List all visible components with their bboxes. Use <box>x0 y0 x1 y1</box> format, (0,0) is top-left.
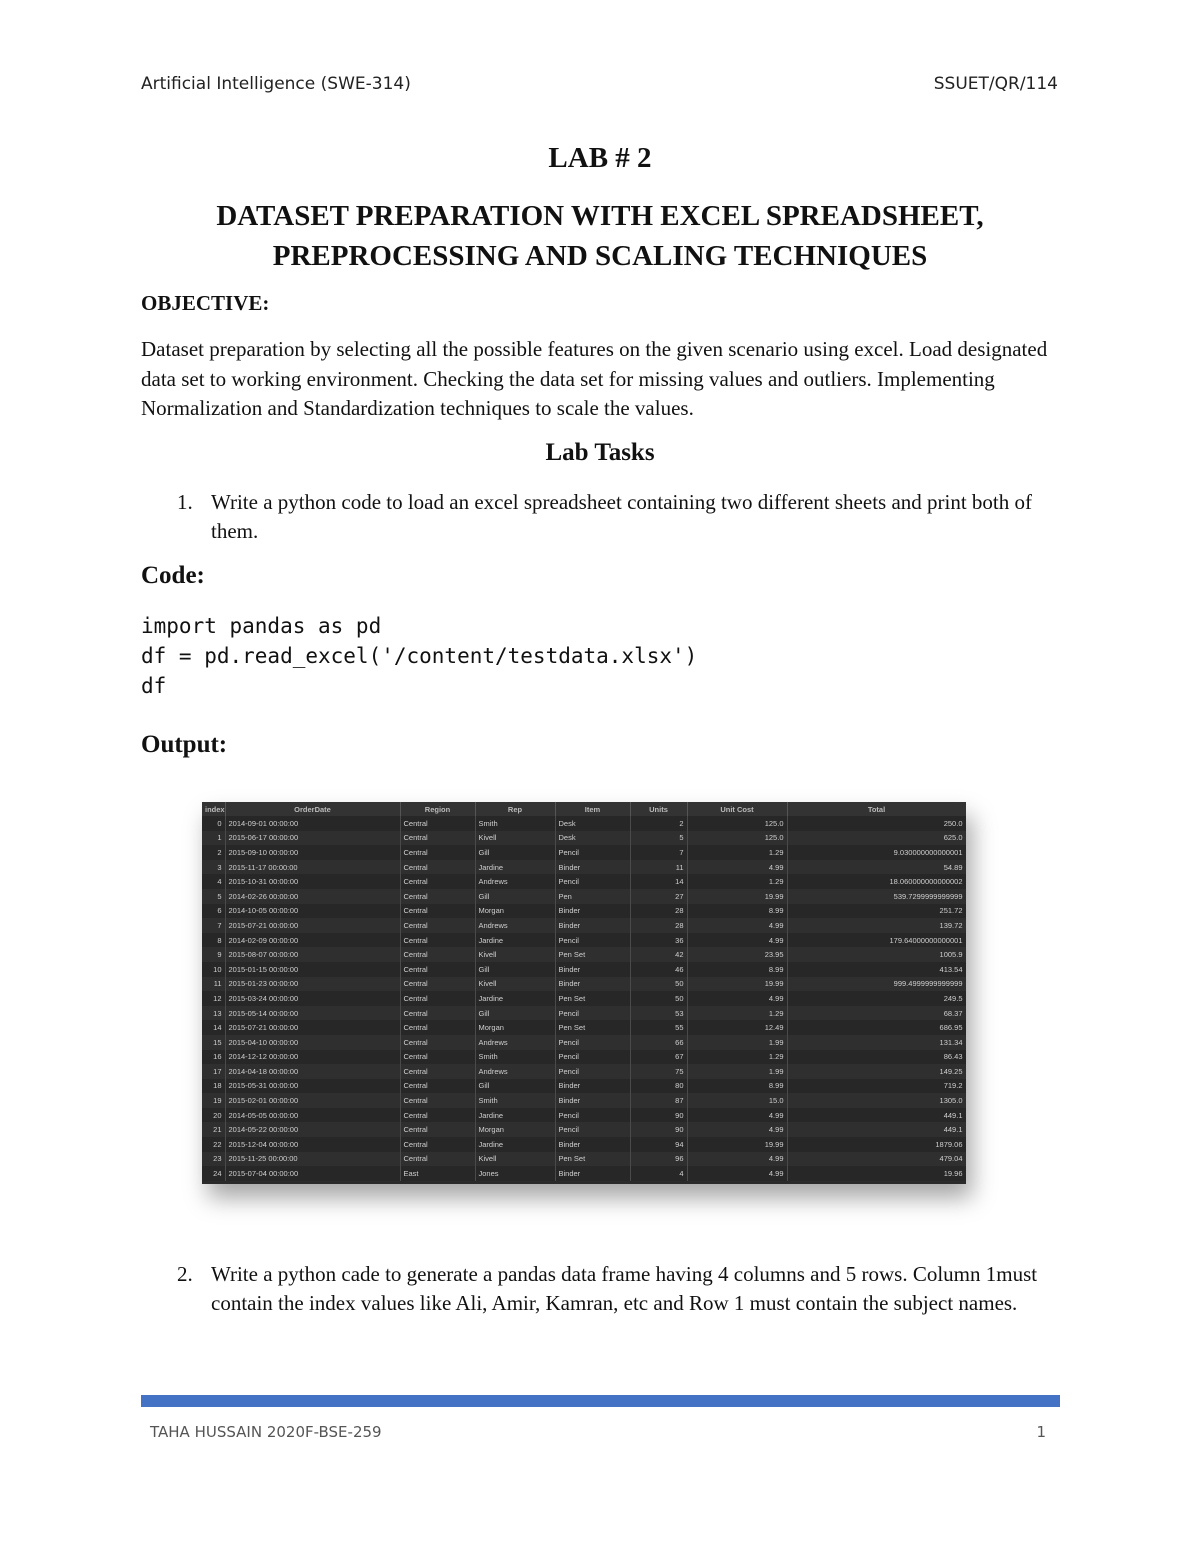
table-cell: 7 <box>202 918 225 933</box>
table-cell: 16 <box>202 1050 225 1065</box>
table-cell: Gill <box>475 1079 555 1094</box>
table-cell: 131.34 <box>787 1035 966 1050</box>
table-cell: 8.99 <box>687 1079 787 1094</box>
table-cell: 1.99 <box>687 1064 787 1079</box>
table-cell: 9 <box>202 947 225 962</box>
table-cell: 24 <box>202 1166 225 1181</box>
table-cell: Desk <box>555 816 630 831</box>
table-row <box>202 1006 966 1021</box>
task-1 <box>141 488 1041 546</box>
table-cell: 2015-06-17 00:00:00 <box>225 831 400 846</box>
output-heading: Output: <box>141 731 228 758</box>
table-cell: Kivell <box>475 977 555 992</box>
table-cell: Gill <box>475 1006 555 1021</box>
table-cell: 9.030000000000001 <box>787 845 966 860</box>
table-cell: 719.2 <box>787 1079 966 1094</box>
table-cell: 2015-04-10 00:00:00 <box>225 1035 400 1050</box>
table-row <box>202 831 966 846</box>
footer-divider-bar <box>141 1395 1060 1407</box>
table-cell: 94 <box>630 1137 687 1152</box>
table-row <box>202 977 966 992</box>
table-cell: 449.1 <box>787 1122 966 1137</box>
table-cell: 2015-07-21 00:00:00 <box>225 918 400 933</box>
header-doc-code: SSUET/QR/114 <box>933 74 1058 94</box>
dataframe-body <box>202 816 966 1181</box>
table-cell: 4.99 <box>687 991 787 1006</box>
table-cell: 19.99 <box>687 977 787 992</box>
table-cell: 2015-03-24 00:00:00 <box>225 991 400 1006</box>
column-header: index <box>202 802 225 816</box>
table-row <box>202 1093 966 1108</box>
table-cell: 14 <box>630 874 687 889</box>
table-cell: 14 <box>202 1020 225 1035</box>
table-cell: 3 <box>202 860 225 875</box>
column-header: Unit Cost <box>687 802 787 816</box>
table-cell: Central <box>400 1050 475 1065</box>
table-cell: 28 <box>630 918 687 933</box>
table-cell: 250.0 <box>787 816 966 831</box>
table-row <box>202 1166 966 1181</box>
table-cell: Pencil <box>555 933 630 948</box>
table-cell: 2015-11-25 00:00:00 <box>225 1152 400 1167</box>
table-row <box>202 904 966 919</box>
task-1-number: 1. <box>177 490 193 514</box>
table-cell: Andrews <box>475 874 555 889</box>
table-cell: 4.99 <box>687 860 787 875</box>
table-cell: Binder <box>555 977 630 992</box>
page-number: 1 <box>1036 1423 1046 1441</box>
table-cell: 15 <box>202 1035 225 1050</box>
table-cell: Pen Set <box>555 1152 630 1167</box>
table-cell: 2014-02-09 00:00:00 <box>225 933 400 948</box>
table-cell: Desk <box>555 831 630 846</box>
table-cell: 90 <box>630 1122 687 1137</box>
table-cell: 2 <box>202 845 225 860</box>
dataframe-table <box>202 802 966 1181</box>
table-cell: 68.37 <box>787 1006 966 1021</box>
dataframe-header-row <box>202 802 966 816</box>
table-cell: 2015-05-14 00:00:00 <box>225 1006 400 1021</box>
table-row <box>202 918 966 933</box>
table-cell: 13 <box>202 1006 225 1021</box>
column-header: Region <box>400 802 475 816</box>
table-cell: 2014-05-22 00:00:00 <box>225 1122 400 1137</box>
table-cell: 4.99 <box>687 1108 787 1123</box>
table-cell: Pencil <box>555 1064 630 1079</box>
table-cell: 67 <box>630 1050 687 1065</box>
table-cell: 23.95 <box>687 947 787 962</box>
table-cell: 2015-01-15 00:00:00 <box>225 962 400 977</box>
table-cell: 5 <box>630 831 687 846</box>
table-cell: Central <box>400 991 475 1006</box>
table-cell: Central <box>400 1122 475 1137</box>
task-2-number: 2. <box>177 1262 193 1286</box>
table-cell: Pencil <box>555 1006 630 1021</box>
table-cell: 11 <box>630 860 687 875</box>
table-cell: Central <box>400 1137 475 1152</box>
table-row <box>202 1064 966 1079</box>
main-title-line-1: DATASET PREPARATION WITH EXCEL SPREADSHEET, <box>216 200 984 232</box>
table-cell: 539.7299999999999 <box>787 889 966 904</box>
table-cell: Smith <box>475 1050 555 1065</box>
task-2 <box>141 1260 1041 1318</box>
table-cell: Pencil <box>555 1035 630 1050</box>
table-cell: 5 <box>202 889 225 904</box>
column-header: Rep <box>475 802 555 816</box>
table-cell: Central <box>400 889 475 904</box>
table-cell: Pen Set <box>555 1020 630 1035</box>
table-cell: Central <box>400 1152 475 1167</box>
table-cell: 2014-12-12 00:00:00 <box>225 1050 400 1065</box>
table-cell: 18 <box>202 1079 225 1094</box>
table-cell: 2015-07-21 00:00:00 <box>225 1020 400 1035</box>
table-cell: 2015-08-07 00:00:00 <box>225 947 400 962</box>
table-cell: Jardine <box>475 1108 555 1123</box>
table-row <box>202 1122 966 1137</box>
table-cell: 249.5 <box>787 991 966 1006</box>
table-row <box>202 1079 966 1094</box>
table-row <box>202 947 966 962</box>
table-cell: 1.99 <box>687 1035 787 1050</box>
table-cell: 12.49 <box>687 1020 787 1035</box>
table-cell: Central <box>400 904 475 919</box>
table-cell: Pen <box>555 889 630 904</box>
table-row <box>202 816 966 831</box>
table-cell: 46 <box>630 962 687 977</box>
table-cell: 18.060000000000002 <box>787 874 966 889</box>
table-cell: Jones <box>475 1166 555 1181</box>
table-cell: 449.1 <box>787 1108 966 1123</box>
table-cell: Central <box>400 816 475 831</box>
table-cell: 36 <box>630 933 687 948</box>
main-title-line-2: PREPROCESSING AND SCALING TECHNIQUES <box>272 240 928 272</box>
table-cell: 10 <box>202 962 225 977</box>
table-cell: Jardine <box>475 991 555 1006</box>
table-cell: Binder <box>555 1093 630 1108</box>
lab-title: LAB # 2 <box>548 142 652 174</box>
table-cell: Central <box>400 1108 475 1123</box>
table-cell: Central <box>400 1064 475 1079</box>
table-cell: 90 <box>630 1108 687 1123</box>
table-cell: 2014-10-05 00:00:00 <box>225 904 400 919</box>
table-cell: Binder <box>555 860 630 875</box>
table-cell: 50 <box>630 977 687 992</box>
table-cell: 11 <box>202 977 225 992</box>
table-cell: 2014-09-01 00:00:00 <box>225 816 400 831</box>
task-2-text: Write a python cade to generate a pandas data frame having 4 columns and 5 rows. Column 1must contain the index values like Ali, Amir, Kamran, etc and Row 1 must contain the subject names. <box>211 1262 1038 1315</box>
main-title <box>100 196 1100 276</box>
table-cell: 55 <box>630 1020 687 1035</box>
table-row <box>202 889 966 904</box>
table-cell: Morgan <box>475 1020 555 1035</box>
table-cell: 625.0 <box>787 831 966 846</box>
table-row <box>202 860 966 875</box>
objective-heading: OBJECTIVE: <box>141 291 270 315</box>
table-cell: Kivell <box>475 1152 555 1167</box>
table-cell: 15.0 <box>687 1093 787 1108</box>
table-cell: 12 <box>202 991 225 1006</box>
column-header: OrderDate <box>225 802 400 816</box>
table-row <box>202 1137 966 1152</box>
table-cell: 87 <box>630 1093 687 1108</box>
table-cell: Pen Set <box>555 947 630 962</box>
table-cell: Smith <box>475 816 555 831</box>
table-cell: Central <box>400 845 475 860</box>
table-cell: 4.99 <box>687 918 787 933</box>
table-cell: 96 <box>630 1152 687 1167</box>
table-cell: 42 <box>630 947 687 962</box>
table-cell: East <box>400 1166 475 1181</box>
table-cell: 27 <box>630 889 687 904</box>
table-cell: 125.0 <box>687 831 787 846</box>
table-cell: Central <box>400 1093 475 1108</box>
table-row <box>202 1035 966 1050</box>
table-cell: Binder <box>555 1137 630 1152</box>
table-cell: Binder <box>555 962 630 977</box>
table-cell: 19 <box>202 1093 225 1108</box>
table-cell: 686.95 <box>787 1020 966 1035</box>
table-cell: Central <box>400 831 475 846</box>
table-cell: 8 <box>202 933 225 948</box>
table-cell: 8.99 <box>687 962 787 977</box>
column-header: Total <box>787 802 966 816</box>
table-cell: Pencil <box>555 1122 630 1137</box>
table-cell: 999.4999999999999 <box>787 977 966 992</box>
table-cell: 2015-09-10 00:00:00 <box>225 845 400 860</box>
column-header: Units <box>630 802 687 816</box>
table-cell: 4 <box>202 874 225 889</box>
code-heading: Code: <box>141 562 205 589</box>
table-cell: 7 <box>630 845 687 860</box>
table-cell: 66 <box>630 1035 687 1050</box>
table-cell: 8.99 <box>687 904 787 919</box>
table-cell: 4.99 <box>687 1152 787 1167</box>
table-cell: 2015-05-31 00:00:00 <box>225 1079 400 1094</box>
task-1-text: Write a python code to load an excel spreadsheet containing two different sheets and print both of them. <box>211 490 1033 543</box>
table-cell: Central <box>400 1006 475 1021</box>
table-cell: 413.54 <box>787 962 966 977</box>
table-cell: Jardine <box>475 860 555 875</box>
table-cell: 20 <box>202 1108 225 1123</box>
table-cell: 23 <box>202 1152 225 1167</box>
table-cell: 125.0 <box>687 816 787 831</box>
table-row <box>202 991 966 1006</box>
table-cell: 2015-02-01 00:00:00 <box>225 1093 400 1108</box>
table-cell: Gill <box>475 962 555 977</box>
table-cell: 80 <box>630 1079 687 1094</box>
table-cell: 1.29 <box>687 845 787 860</box>
table-row <box>202 1152 966 1167</box>
table-cell: Central <box>400 918 475 933</box>
table-cell: Andrews <box>475 1064 555 1079</box>
table-cell: 19.99 <box>687 1137 787 1152</box>
table-cell: 19.99 <box>687 889 787 904</box>
table-cell: Pencil <box>555 1108 630 1123</box>
table-cell: 4.99 <box>687 1122 787 1137</box>
code-block: import pandas as pd df = pd.read_excel('/content/testdata.xlsx') df <box>141 614 698 698</box>
table-cell: 0 <box>202 816 225 831</box>
table-cell: Central <box>400 860 475 875</box>
table-cell: 2015-01-23 00:00:00 <box>225 977 400 992</box>
table-cell: 4 <box>630 1166 687 1181</box>
table-cell: Morgan <box>475 904 555 919</box>
table-cell: 1005.9 <box>787 947 966 962</box>
table-cell: 6 <box>202 904 225 919</box>
table-cell: Jardine <box>475 933 555 948</box>
table-cell: 2014-02-26 00:00:00 <box>225 889 400 904</box>
table-cell: 22 <box>202 1137 225 1152</box>
table-cell: Central <box>400 874 475 889</box>
table-cell: 1305.0 <box>787 1093 966 1108</box>
table-cell: Gill <box>475 889 555 904</box>
table-cell: Central <box>400 1035 475 1050</box>
table-cell: Morgan <box>475 1122 555 1137</box>
table-cell: 4.99 <box>687 933 787 948</box>
table-cell: Pencil <box>555 845 630 860</box>
table-cell: 28 <box>630 904 687 919</box>
table-row <box>202 845 966 860</box>
table-row <box>202 962 966 977</box>
table-cell: Pencil <box>555 1050 630 1065</box>
table-cell: 1.29 <box>687 1006 787 1021</box>
table-cell: 2015-07-04 00:00:00 <box>225 1166 400 1181</box>
table-cell: 50 <box>630 991 687 1006</box>
table-cell: 139.72 <box>787 918 966 933</box>
dataframe-output-screenshot <box>202 802 966 1184</box>
table-cell: 53 <box>630 1006 687 1021</box>
table-cell: Central <box>400 1020 475 1035</box>
table-cell: Kivell <box>475 831 555 846</box>
table-cell: 2015-12-04 00:00:00 <box>225 1137 400 1152</box>
table-cell: 2015-11-17 00:00:00 <box>225 860 400 875</box>
table-cell: Central <box>400 1079 475 1094</box>
table-cell: 149.25 <box>787 1064 966 1079</box>
table-cell: Central <box>400 947 475 962</box>
table-cell: 2015-10-31 00:00:00 <box>225 874 400 889</box>
table-cell: Pencil <box>555 874 630 889</box>
table-cell: 1.29 <box>687 1050 787 1065</box>
table-cell: Jardine <box>475 1137 555 1152</box>
table-cell: 86.43 <box>787 1050 966 1065</box>
table-cell: 21 <box>202 1122 225 1137</box>
objective-text: Dataset preparation by selecting all the possible features on the given scenario using excel. Load designated data set to working environment. Checking the data set for missing values and outliers. Implementing Normalization and Standardization techniques to scale the values. <box>141 337 1048 420</box>
footer-author: TAHA HUSSAIN 2020F-BSE-259 <box>150 1423 382 1441</box>
table-cell: 1.29 <box>687 874 787 889</box>
table-cell: 179.64000000000001 <box>787 933 966 948</box>
table-cell: 19.96 <box>787 1166 966 1181</box>
table-cell: Kivell <box>475 947 555 962</box>
table-cell: Andrews <box>475 918 555 933</box>
table-cell: 4.99 <box>687 1166 787 1181</box>
column-header: Item <box>555 802 630 816</box>
table-cell: Andrews <box>475 1035 555 1050</box>
header-course-title: Artificial Intelligence (SWE-314) <box>141 74 411 94</box>
table-cell: 251.72 <box>787 904 966 919</box>
table-cell: Pen Set <box>555 991 630 1006</box>
table-cell: Smith <box>475 1093 555 1108</box>
table-cell: 17 <box>202 1064 225 1079</box>
table-cell: Binder <box>555 918 630 933</box>
table-cell: Central <box>400 962 475 977</box>
table-cell: 1 <box>202 831 225 846</box>
table-row <box>202 933 966 948</box>
table-cell: 54.89 <box>787 860 966 875</box>
table-cell: 1879.06 <box>787 1137 966 1152</box>
table-cell: 2014-05-05 00:00:00 <box>225 1108 400 1123</box>
table-cell: 75 <box>630 1064 687 1079</box>
lab-tasks-heading: Lab Tasks <box>545 439 655 466</box>
table-cell: Binder <box>555 1166 630 1181</box>
table-cell: 2014-04-18 00:00:00 <box>225 1064 400 1079</box>
table-row <box>202 1050 966 1065</box>
table-cell: Central <box>400 977 475 992</box>
table-cell: 479.04 <box>787 1152 966 1167</box>
table-row <box>202 874 966 889</box>
table-row <box>202 1108 966 1123</box>
table-cell: 2 <box>630 816 687 831</box>
table-row <box>202 1020 966 1035</box>
table-cell: Gill <box>475 845 555 860</box>
table-cell: Binder <box>555 1079 630 1094</box>
table-cell: Binder <box>555 904 630 919</box>
table-cell: Central <box>400 933 475 948</box>
